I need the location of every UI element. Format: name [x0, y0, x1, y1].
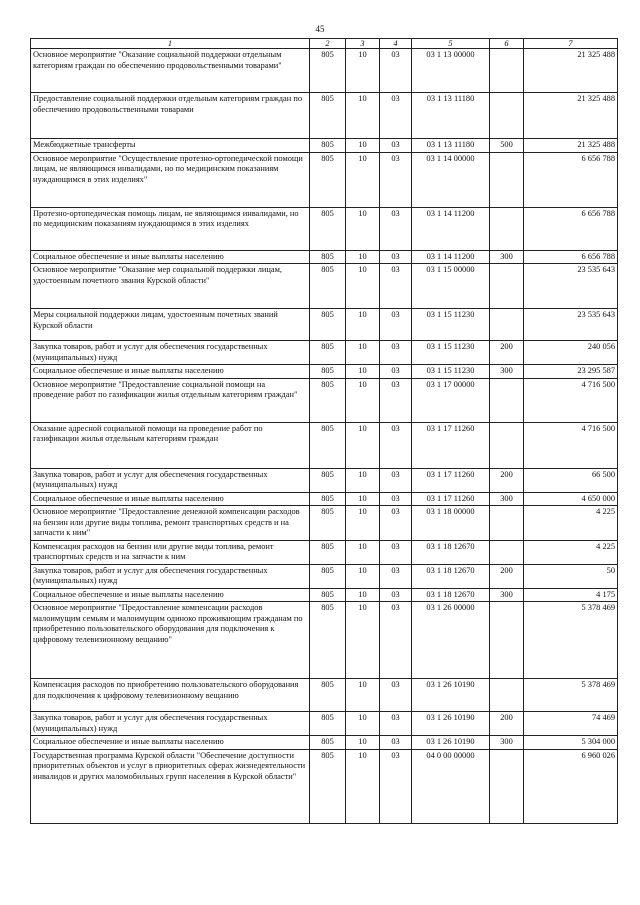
- row-c3-cell: 10: [346, 93, 380, 139]
- row-c5-cell: 03 1 15 11230: [412, 309, 490, 341]
- row-c5-cell: 03 1 17 11260: [412, 492, 490, 506]
- row-name-cell: Основное мероприятие "Предоставление денежной компенсации расходов на бензин или другие виды топлива, ремонт транспортных средств и на запчасти к ним": [31, 506, 310, 541]
- row-c6-cell: 300: [490, 736, 524, 750]
- row-c4-cell: 03: [380, 540, 412, 564]
- table-row: [31, 309, 618, 341]
- row-c2-cell: 805: [310, 506, 346, 541]
- row-c4-cell: 03: [380, 250, 412, 264]
- table-row: [31, 378, 618, 422]
- row-c2-cell: 805: [310, 588, 346, 602]
- row-c4-cell: 03: [380, 49, 412, 93]
- table-header-row: [31, 39, 618, 49]
- table-row: [31, 736, 618, 750]
- row-c3-cell: 10: [346, 468, 380, 492]
- table-row: [31, 602, 618, 679]
- row-c4-cell: 03: [380, 749, 412, 823]
- row-name-cell: Меры социальной поддержки лицам, удостоенным почетных званий Курской области: [31, 309, 310, 341]
- row-c7-cell: 5 304 000: [524, 736, 618, 750]
- row-c6-cell: 300: [490, 492, 524, 506]
- row-c7-cell: 5 378 469: [524, 679, 618, 712]
- column-header: 4: [380, 39, 412, 49]
- table-row: [31, 264, 618, 309]
- row-name-cell: Закупка товаров, работ и услуг для обеспечения государственных (муниципальных) нужд: [31, 712, 310, 736]
- row-c6-cell: [490, 540, 524, 564]
- row-c2-cell: 805: [310, 309, 346, 341]
- row-c4-cell: 03: [380, 736, 412, 750]
- row-c7-cell: 4 650 000: [524, 492, 618, 506]
- row-c5-cell: 03 1 18 12670: [412, 564, 490, 588]
- column-header: 2: [310, 39, 346, 49]
- row-name-cell: Оказание адресной социальной помощи на проведение работ по газификации жилья отдельным категориям граждан: [31, 422, 310, 468]
- row-c3-cell: 10: [346, 564, 380, 588]
- row-c5-cell: 03 1 26 10190: [412, 712, 490, 736]
- row-name-cell: Закупка товаров, работ и услуг для обеспечения государственных (муниципальных) нужд: [31, 341, 310, 365]
- row-c7-cell: 240 056: [524, 341, 618, 365]
- row-c5-cell: 03 1 18 12670: [412, 540, 490, 564]
- row-name-cell: Социальное обеспечение и иные выплаты населению: [31, 492, 310, 506]
- row-c3-cell: 10: [346, 250, 380, 264]
- row-name-cell: Закупка товаров, работ и услуг для обеспечения государственных (муниципальных) нужд: [31, 564, 310, 588]
- row-c7-cell: 21 325 488: [524, 93, 618, 139]
- table-row: [31, 139, 618, 153]
- row-c5-cell: 03 1 18 00000: [412, 506, 490, 541]
- row-c6-cell: 200: [490, 341, 524, 365]
- row-c3-cell: 10: [346, 365, 380, 379]
- row-c4-cell: 03: [380, 602, 412, 679]
- row-c5-cell: 03 1 18 12670: [412, 588, 490, 602]
- row-c2-cell: 805: [310, 492, 346, 506]
- row-c4-cell: 03: [380, 152, 412, 207]
- row-c5-cell: 03 1 15 11230: [412, 341, 490, 365]
- column-header: 7: [524, 39, 618, 49]
- row-c7-cell: 23 535 643: [524, 264, 618, 309]
- row-c2-cell: 805: [310, 264, 346, 309]
- row-c7-cell: 50: [524, 564, 618, 588]
- row-c2-cell: 805: [310, 564, 346, 588]
- row-c7-cell: 4 225: [524, 506, 618, 541]
- row-c2-cell: 805: [310, 468, 346, 492]
- row-c6-cell: [490, 422, 524, 468]
- row-name-cell: Закупка товаров, работ и услуг для обеспечения государственных (муниципальных) нужд: [31, 468, 310, 492]
- row-c6-cell: 200: [490, 712, 524, 736]
- table-row: [31, 250, 618, 264]
- row-name-cell: Компенсация расходов на бензин или другие виды топлива, ремонт транспортных средств и на запчасти к ним: [31, 540, 310, 564]
- row-c3-cell: 10: [346, 152, 380, 207]
- row-c2-cell: 805: [310, 49, 346, 93]
- row-c2-cell: 805: [310, 152, 346, 207]
- row-c3-cell: 10: [346, 749, 380, 823]
- row-c2-cell: 805: [310, 712, 346, 736]
- row-c3-cell: 10: [346, 378, 380, 422]
- row-c4-cell: 03: [380, 679, 412, 712]
- row-c2-cell: 805: [310, 93, 346, 139]
- row-c3-cell: 10: [346, 139, 380, 153]
- table-row: [31, 49, 618, 93]
- row-c5-cell: 03 1 14 11200: [412, 207, 490, 250]
- table-row: [31, 492, 618, 506]
- table-row: [31, 749, 618, 823]
- row-c5-cell: 03 1 26 00000: [412, 602, 490, 679]
- row-c6-cell: [490, 49, 524, 93]
- row-c6-cell: 300: [490, 588, 524, 602]
- table-row: [31, 712, 618, 736]
- row-c2-cell: 805: [310, 341, 346, 365]
- table-row: [31, 341, 618, 365]
- table-row: [31, 365, 618, 379]
- row-name-cell: Основное мероприятие "Предоставление компенсации расходов малоимущим семьям и малоимущим одиноко проживающим гражданам по приобретению пользовательского оборудования для подключения к цифровому телевизионному вещанию": [31, 602, 310, 679]
- table-row: [31, 152, 618, 207]
- row-c4-cell: 03: [380, 588, 412, 602]
- row-c5-cell: 04 0 00 00000: [412, 749, 490, 823]
- table-row: [31, 207, 618, 250]
- table-row: [31, 422, 618, 468]
- column-header: 6: [490, 39, 524, 49]
- row-c3-cell: 10: [346, 602, 380, 679]
- row-c6-cell: [490, 378, 524, 422]
- row-c4-cell: 03: [380, 264, 412, 309]
- row-c7-cell: 74 469: [524, 712, 618, 736]
- row-c6-cell: [490, 207, 524, 250]
- row-c4-cell: 03: [380, 564, 412, 588]
- row-c6-cell: 500: [490, 139, 524, 153]
- row-c6-cell: 200: [490, 564, 524, 588]
- table-row: [31, 93, 618, 139]
- row-c2-cell: 805: [310, 422, 346, 468]
- row-c4-cell: 03: [380, 422, 412, 468]
- row-c5-cell: 03 1 13 00000: [412, 49, 490, 93]
- row-c7-cell: 21 325 488: [524, 49, 618, 93]
- row-name-cell: Основное мероприятие "Оказание мер социальной поддержки лицам, удостоенным почетного звания Курской области": [31, 264, 310, 309]
- row-c6-cell: 300: [490, 250, 524, 264]
- row-c3-cell: 10: [346, 49, 380, 93]
- row-c4-cell: 03: [380, 492, 412, 506]
- table-row: [31, 564, 618, 588]
- row-c2-cell: 805: [310, 736, 346, 750]
- row-c6-cell: [490, 264, 524, 309]
- row-c3-cell: 10: [346, 736, 380, 750]
- row-c7-cell: 21 325 488: [524, 139, 618, 153]
- row-c7-cell: 5 378 469: [524, 602, 618, 679]
- table-body: [31, 49, 618, 824]
- row-c6-cell: 300: [490, 365, 524, 379]
- row-c4-cell: 03: [380, 468, 412, 492]
- row-c4-cell: 03: [380, 93, 412, 139]
- row-c4-cell: 03: [380, 712, 412, 736]
- row-c3-cell: 10: [346, 492, 380, 506]
- column-header: 1: [31, 39, 310, 49]
- row-c4-cell: 03: [380, 341, 412, 365]
- row-c2-cell: 805: [310, 365, 346, 379]
- row-c6-cell: [490, 506, 524, 541]
- row-c2-cell: 805: [310, 207, 346, 250]
- table-row: [31, 679, 618, 712]
- row-c3-cell: 10: [346, 712, 380, 736]
- row-c6-cell: [490, 602, 524, 679]
- row-c6-cell: [490, 93, 524, 139]
- row-c4-cell: 03: [380, 365, 412, 379]
- row-name-cell: Основное мероприятие "Предоставление социальной помощи на проведение работ по газификации жилья отдельным категориям граждан": [31, 378, 310, 422]
- row-c4-cell: 03: [380, 139, 412, 153]
- row-c5-cell: 03 1 26 10190: [412, 736, 490, 750]
- row-c5-cell: 03 1 17 11260: [412, 468, 490, 492]
- row-c7-cell: 4 716 500: [524, 422, 618, 468]
- row-name-cell: Социальное обеспечение и иные выплаты населению: [31, 588, 310, 602]
- row-c7-cell: 6 960 026: [524, 749, 618, 823]
- row-c3-cell: 10: [346, 506, 380, 541]
- row-name-cell: Социальное обеспечение и иные выплаты населению: [31, 250, 310, 264]
- row-c5-cell: 03 1 15 11230: [412, 365, 490, 379]
- row-c3-cell: 10: [346, 207, 380, 250]
- row-name-cell: Предоставление социальной поддержки отдельным категориям граждан по обеспечению продовольственными товарами: [31, 93, 310, 139]
- row-name-cell: Социальное обеспечение и иные выплаты населению: [31, 365, 310, 379]
- row-c5-cell: 03 1 13 11180: [412, 139, 490, 153]
- table-row: [31, 540, 618, 564]
- row-c2-cell: 805: [310, 378, 346, 422]
- row-c5-cell: 03 1 13 11180: [412, 93, 490, 139]
- row-c3-cell: 10: [346, 422, 380, 468]
- row-c3-cell: 10: [346, 309, 380, 341]
- row-name-cell: Основное мероприятие "Осуществление протезно-ортопедической помощи лицам, не являющимся инвалидами, но по медицинским показаниям нуждающимся в этих изделиях": [31, 152, 310, 207]
- column-header: 3: [346, 39, 380, 49]
- row-c3-cell: 10: [346, 341, 380, 365]
- page-number: 45: [315, 24, 325, 34]
- row-c4-cell: 03: [380, 309, 412, 341]
- row-name-cell: Межбюджетные трансферты: [31, 139, 310, 153]
- row-c3-cell: 10: [346, 540, 380, 564]
- row-name-cell: Социальное обеспечение и иные выплаты населению: [31, 736, 310, 750]
- row-c5-cell: 03 1 26 10190: [412, 679, 490, 712]
- row-c5-cell: 03 1 15 00000: [412, 264, 490, 309]
- row-name-cell: Государственная программа Курской области "Обеспечение доступности приоритетных объектов и услуг в приоритетных сферах жизнедеятельности инвалидов и других маломобильных групп населения в Курской области": [31, 749, 310, 823]
- row-c7-cell: 4 175: [524, 588, 618, 602]
- row-name-cell: Протезно-ортопедическая помощь лицам, не являющимся инвалидами, но по медицинским показаниям нуждающимся в этих изделиях: [31, 207, 310, 250]
- row-c6-cell: [490, 152, 524, 207]
- row-c2-cell: 805: [310, 602, 346, 679]
- row-c5-cell: 03 1 17 11260: [412, 422, 490, 468]
- row-c7-cell: 4 225: [524, 540, 618, 564]
- row-c7-cell: 6 656 788: [524, 207, 618, 250]
- row-c7-cell: 6 656 788: [524, 250, 618, 264]
- row-c7-cell: 6 656 788: [524, 152, 618, 207]
- row-c4-cell: 03: [380, 207, 412, 250]
- row-c6-cell: [490, 679, 524, 712]
- row-name-cell: Компенсация расходов по приобретению пользовательского оборудования для подключения к цифровому телевизионному вещанию: [31, 679, 310, 712]
- row-name-cell: Основное мероприятие "Оказание социальной поддержки отдельным категориям граждан по обеспечению продовольственными товарами": [31, 49, 310, 93]
- row-c4-cell: 03: [380, 506, 412, 541]
- row-c2-cell: 805: [310, 679, 346, 712]
- row-c7-cell: 23 535 643: [524, 309, 618, 341]
- row-c3-cell: 10: [346, 679, 380, 712]
- row-c2-cell: 805: [310, 749, 346, 823]
- row-c6-cell: [490, 749, 524, 823]
- budget-table: [30, 38, 618, 824]
- row-c7-cell: 66 500: [524, 468, 618, 492]
- row-c7-cell: 4 716 500: [524, 378, 618, 422]
- table-row: [31, 588, 618, 602]
- row-c6-cell: 200: [490, 468, 524, 492]
- row-c5-cell: 03 1 14 00000: [412, 152, 490, 207]
- row-c6-cell: [490, 309, 524, 341]
- row-c5-cell: 03 1 17 00000: [412, 378, 490, 422]
- row-c2-cell: 805: [310, 139, 346, 153]
- row-c2-cell: 805: [310, 540, 346, 564]
- row-c7-cell: 23 295 587: [524, 365, 618, 379]
- column-header: 5: [412, 39, 490, 49]
- row-c4-cell: 03: [380, 378, 412, 422]
- row-c2-cell: 805: [310, 250, 346, 264]
- table-row: [31, 468, 618, 492]
- table-row: [31, 506, 618, 541]
- row-c3-cell: 10: [346, 264, 380, 309]
- row-c5-cell: 03 1 14 11200: [412, 250, 490, 264]
- row-c3-cell: 10: [346, 588, 380, 602]
